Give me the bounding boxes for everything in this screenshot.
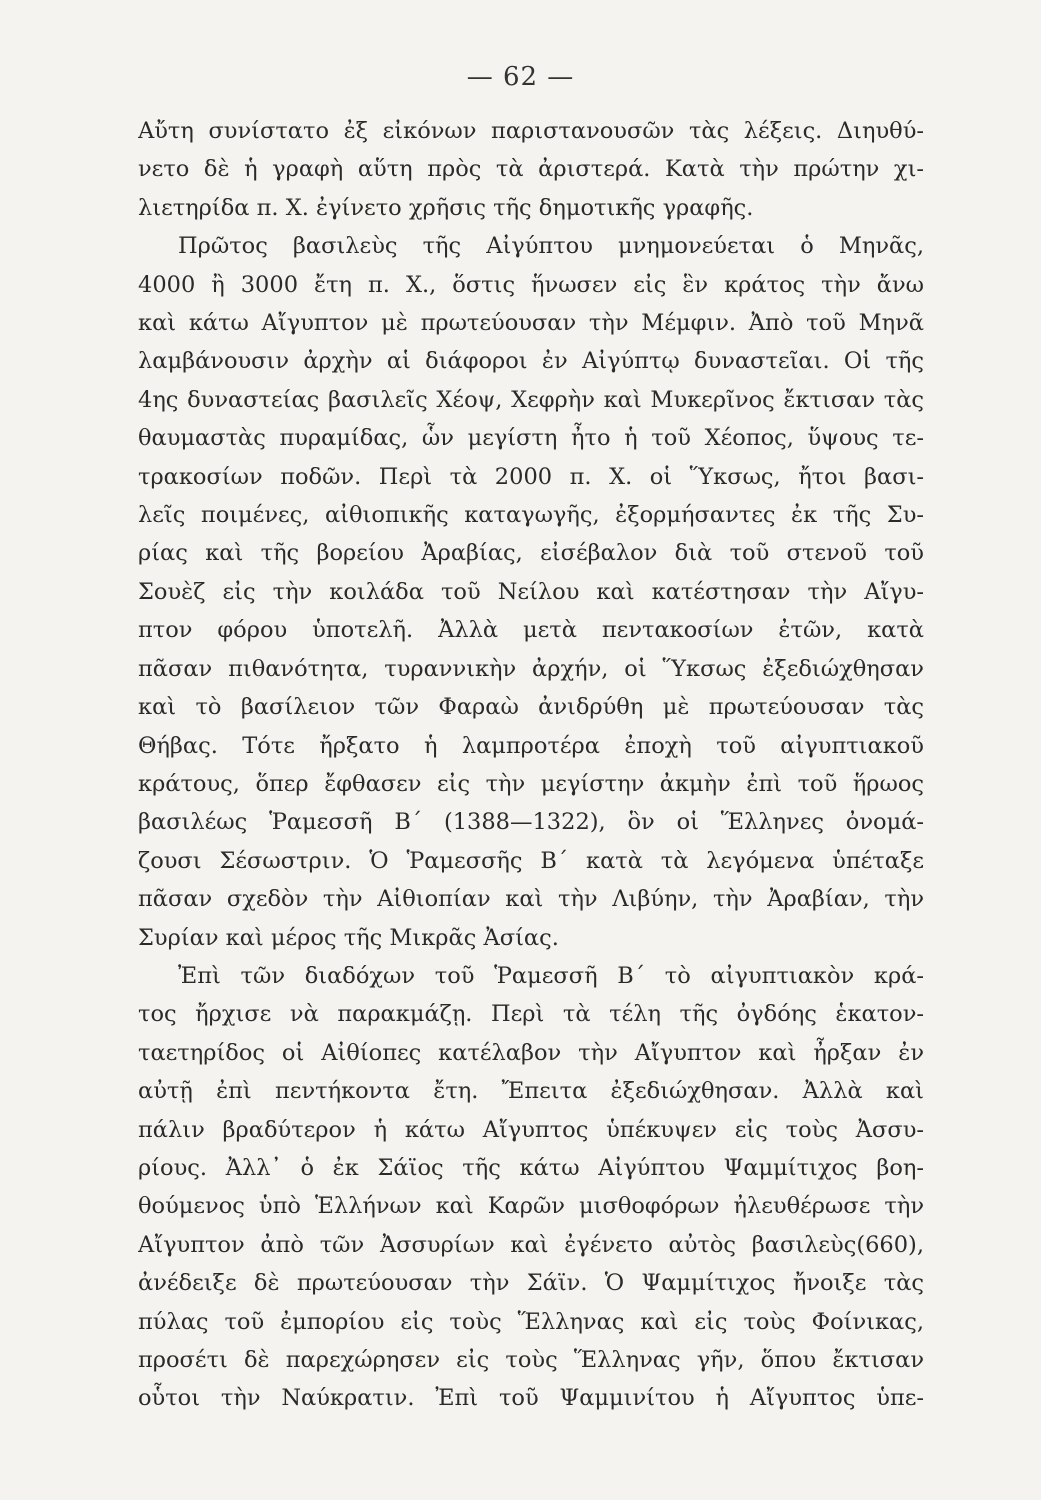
text-line: νετο δὲ ἡ γραφὴ αὕτη πρὸς τὰ ἀριστερά. Κατὰ τὴν πρώτην χι- xyxy=(138,156,924,183)
text-line: Ἐπὶ τῶν διαδόχων τοῦ Ῥαμεσσῆ Β΄ τὸ αἰγυπτιακὸν κρά- xyxy=(178,962,924,989)
text-line: θαυμαστὰς πυραμίδας, ὧν μεγίστη ἦτο ἡ τοῦ Χέοπος, ὕψους τε- xyxy=(138,425,924,452)
text-line: οὗτοι τὴν Ναύκρατιν. Ἐπὶ τοῦ Ψαμμινίτου ἡ Αἴγυπτος ὑπε- xyxy=(138,1385,924,1412)
text-line: λαμβάνουσιν ἀρχὴν αἱ διάφοροι ἐν Αἰγύπτῳ δυναστεῖαι. Οἱ τῆς xyxy=(138,348,924,375)
text-line: ρίας καὶ τῆς βορείου Ἀραβίας, εἰσέβαλον διὰ τοῦ στενοῦ τοῦ xyxy=(138,540,924,567)
text-line: Συρίαν καὶ μέρος τῆς Μικρᾶς Ἀσίας. xyxy=(138,924,559,951)
text-line: αὐτῇ ἐπὶ πεντήκοντα ἔτη. Ἔπειτα ἐξεδιώχθησαν. Ἀλλὰ καὶ xyxy=(138,1078,924,1105)
text-line: Αἴγυπτον ἀπὸ τῶν Ἀσσυρίων καὶ ἐγένετο αὐτὸς βασιλεὺς(660), xyxy=(138,1231,924,1258)
paragraph-1 xyxy=(138,112,924,227)
page-number: — 62 — xyxy=(466,62,575,92)
paragraph-2 xyxy=(138,227,924,957)
text-line: πᾶσαν πιθανότητα, τυραννικὴν ἀρχήν, οἱ Ὕκσως ἐξεδιώχθησαν xyxy=(138,655,924,682)
text-line: κράτους, ὅπερ ἔφθασεν εἰς τὴν μεγίστην ἀκμὴν ἐπὶ τοῦ ἥρωος xyxy=(138,770,924,797)
text-line: ρίους. Ἀλλ᾽ ὁ ἐκ Σάϊος τῆς κάτω Αἰγύπτου Ψαμμίτιχος βοη- xyxy=(138,1154,924,1181)
text-line: Θήβας. Τότε ἤρξατο ἡ λαμπροτέρα ἐποχὴ τοῦ αἰγυπτιακοῦ xyxy=(138,732,924,759)
text-line: Αὔτη συνίστατο ἐξ εἰκόνων παριστανουσῶν τὰς λέξεις. Διηυθύ- xyxy=(138,118,924,144)
text-line: προσέτι δὲ παρεχώρησεν εἰς τοὺς Ἕλληνας γῆν, ὅπου ἔκτισαν xyxy=(138,1347,924,1373)
text-line: τρακοσίων ποδῶν. Περὶ τὰ 2000 π. Χ. οἱ Ὕκσως, ἤτοι βασι- xyxy=(138,463,924,490)
text-line: 4ης δυναστείας βασιλεῖς Χέοψ, Χεφρὴν καὶ Μυκερῖνος ἔκτισαν τὰς xyxy=(138,386,924,413)
text-line: βασιλέως Ῥαμεσσῆ Β΄ (1388—1322), ὃν οἱ Ἕλληνες ὀνομά- xyxy=(138,809,924,836)
text-line: καὶ τὸ βασίλειον τῶν Φαραὼ ἀνιδρύθη μὲ πρωτεύουσαν τὰς xyxy=(138,694,924,721)
text-line: πᾶσαν σχεδὸν τὴν Αἰθιοπίαν καὶ τὴν Λιβύην, τὴν Ἀραβίαν, τὴν xyxy=(138,886,924,913)
text-line: Πρῶτος βασιλεὺς τῆς Αἰγύπτου μνημονεύεται ὁ Μηνᾶς, xyxy=(178,233,924,260)
text-line: πύλας τοῦ ἐμπορίου εἰς τοὺς Ἕλληνας καὶ εἰς τοὺς Φοίνικας, xyxy=(138,1308,924,1335)
text-line: πτον φόρου ὑποτελῆ. Ἀλλὰ μετὰ πεντακοσίων ἐτῶν, κατὰ xyxy=(138,617,924,644)
body-text xyxy=(138,112,924,1418)
text-line: ταετηρίδος οἱ Αἰθίοπες κατέλαβον τὴν Αἴγυπτον καὶ ἦρξαν ἐν xyxy=(138,1039,924,1066)
text-line: θούμενος ὑπὸ Ἑλλήνων καὶ Καρῶν μισθοφόρων ἠλευθέρωσε τὴν xyxy=(138,1193,924,1220)
text-line: λιετηρίδα π. Χ. ἐγίνετο χρῆσις τῆς δημοτικῆς γραφῆς. xyxy=(138,194,754,221)
text-line: Σουὲζ εἰς τὴν κοιλάδα τοῦ Νείλου καὶ κατέστησαν τὴν Αἴγυ- xyxy=(138,578,924,605)
text-line: λεῖς ποιμένες, αἰθιοπικῆς καταγωγῆς, ἐξορμήσαντες ἐκ τῆς Συ- xyxy=(138,502,924,529)
text-line: καὶ κάτω Αἴγυπτον μὲ πρωτεύουσαν τὴν Μέμφιν. Ἀπὸ τοῦ Μηνᾶ xyxy=(138,310,924,337)
text-line: πάλιν βραδύτερον ἡ κάτω Αἴγυπτος ὑπέκυψεν εἰς τοὺς Ἀσσυ- xyxy=(138,1116,924,1143)
paragraph-3 xyxy=(138,957,924,1418)
text-line: 4000 ἢ 3000 ἔτη π. Χ., ὅστις ἥνωσεν εἰς ἓν κράτος τὴν ἄνω xyxy=(138,271,924,298)
text-line: τος ἤρχισε νὰ παρακμάζῃ. Περὶ τὰ τέλη τῆς ὀγδόης ἑκατον- xyxy=(138,1001,924,1028)
text-line: ἀνέδειξε δὲ πρωτεύουσαν τὴν Σάϊν. Ὁ Ψαμμίτιχος ἤνοιξε τὰς xyxy=(138,1270,924,1297)
text-line: ζουσι Σέσωστριν. Ὁ Ῥαμεσσῆς Β΄ κατὰ τὰ λεγόμενα ὑπέταξε xyxy=(138,847,924,874)
